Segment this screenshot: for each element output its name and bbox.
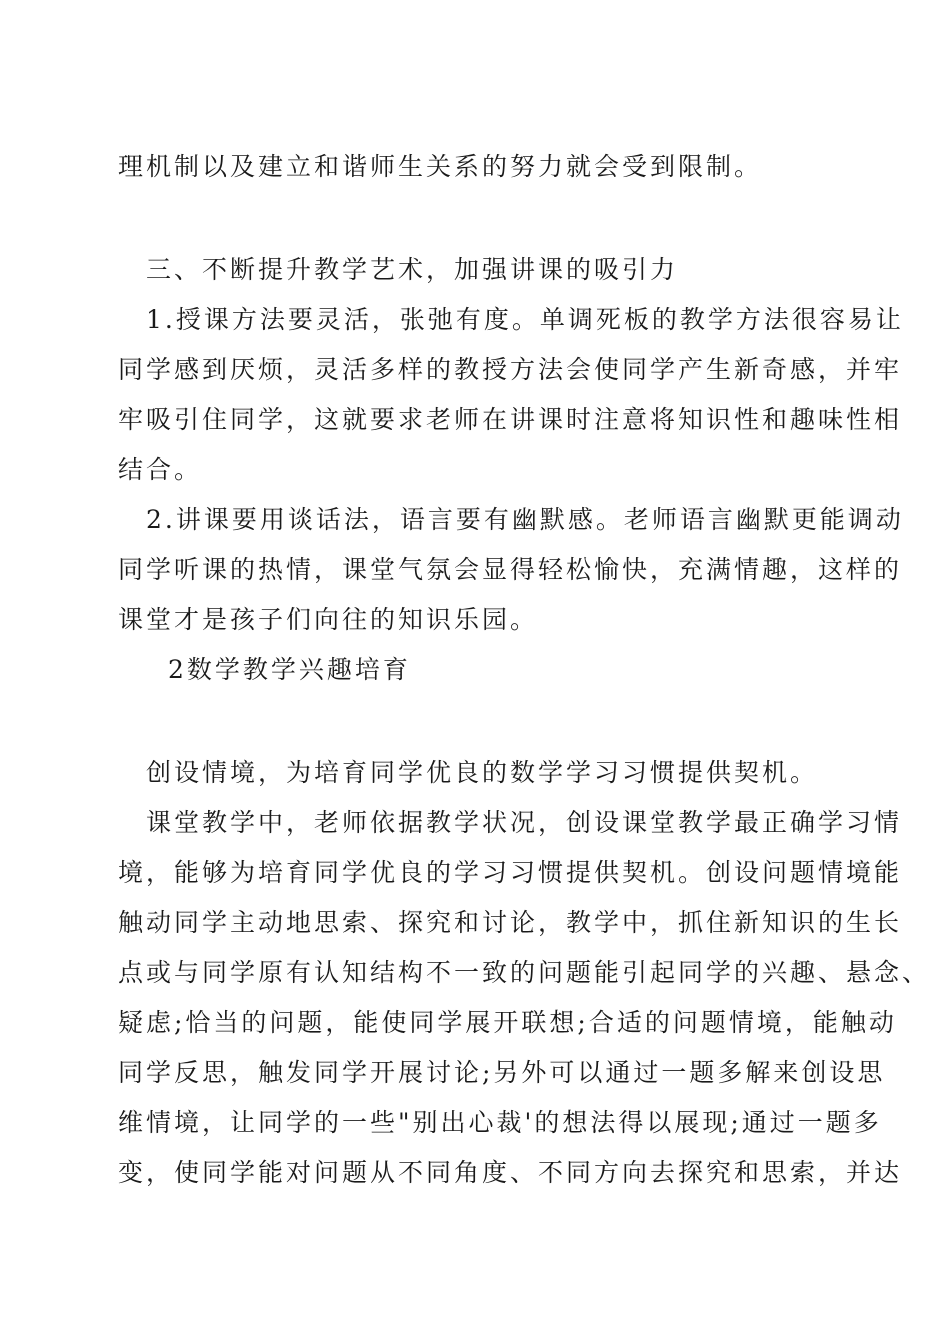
paragraph-line: 创设情境，为培育同学优良的数学学习习惯提供契机。: [146, 758, 819, 787]
paragraph-line: 2.讲课要用谈话法，语言要有幽默感。老师语言幽默更能调动: [146, 505, 904, 534]
section-heading: 三、不断提升教学艺术，加强讲课的吸引力: [146, 255, 679, 284]
paragraph-line: 课堂教学中，老师依据教学状况，创设课堂教学最正确学习情: [146, 808, 903, 837]
paragraph-line: 课堂才是孩子们向往的知识乐园。: [118, 605, 539, 634]
paragraph-line: 同学反思，触发同学开展讨论;另外可以通过一题多解来创设思: [118, 1058, 886, 1087]
paragraph-line: 触动同学主动地思索、探究和讨论，教学中，抓住新知识的生长: [118, 908, 903, 937]
paragraph-line: 点或与同学原有认知结构不一致的问题能引起同学的兴趣、悬念、: [118, 958, 931, 987]
paragraph-line: 结合。: [118, 455, 203, 484]
paragraph-line: 理机制以及建立和谐师生关系的努力就会受到限制。: [118, 152, 763, 181]
paragraph-line: 变，使同学能对问题从不同角度、不同方向去探究和思索，并达: [118, 1158, 903, 1187]
paragraph-line: 境，能够为培育同学优良的学习习惯提供契机。创设问题情境能: [118, 858, 903, 887]
paragraph-line: 同学听课的热情，课堂气氛会显得轻松愉快，充满情趣，这样的: [118, 555, 903, 584]
subsection-heading: 2数学教学兴趣培育: [168, 655, 411, 684]
paragraph-line: 1.授课方法要灵活，张弛有度。单调死板的教学方法很容易让: [146, 305, 904, 334]
paragraph-line: 维情境，让同学的一些"别出心裁'的想法得以展现;通过一题多: [118, 1108, 882, 1137]
paragraph-line: 疑虑;恰当的问题，能使同学展开联想;合适的问题情境，能触动: [118, 1008, 897, 1037]
paragraph-line: 牢吸引住同学，这就要求老师在讲课时注意将知识性和趣味性相: [118, 405, 903, 434]
paragraph-line: 同学感到厌烦，灵活多样的教授方法会使同学产生新奇感，并牢: [118, 355, 903, 384]
